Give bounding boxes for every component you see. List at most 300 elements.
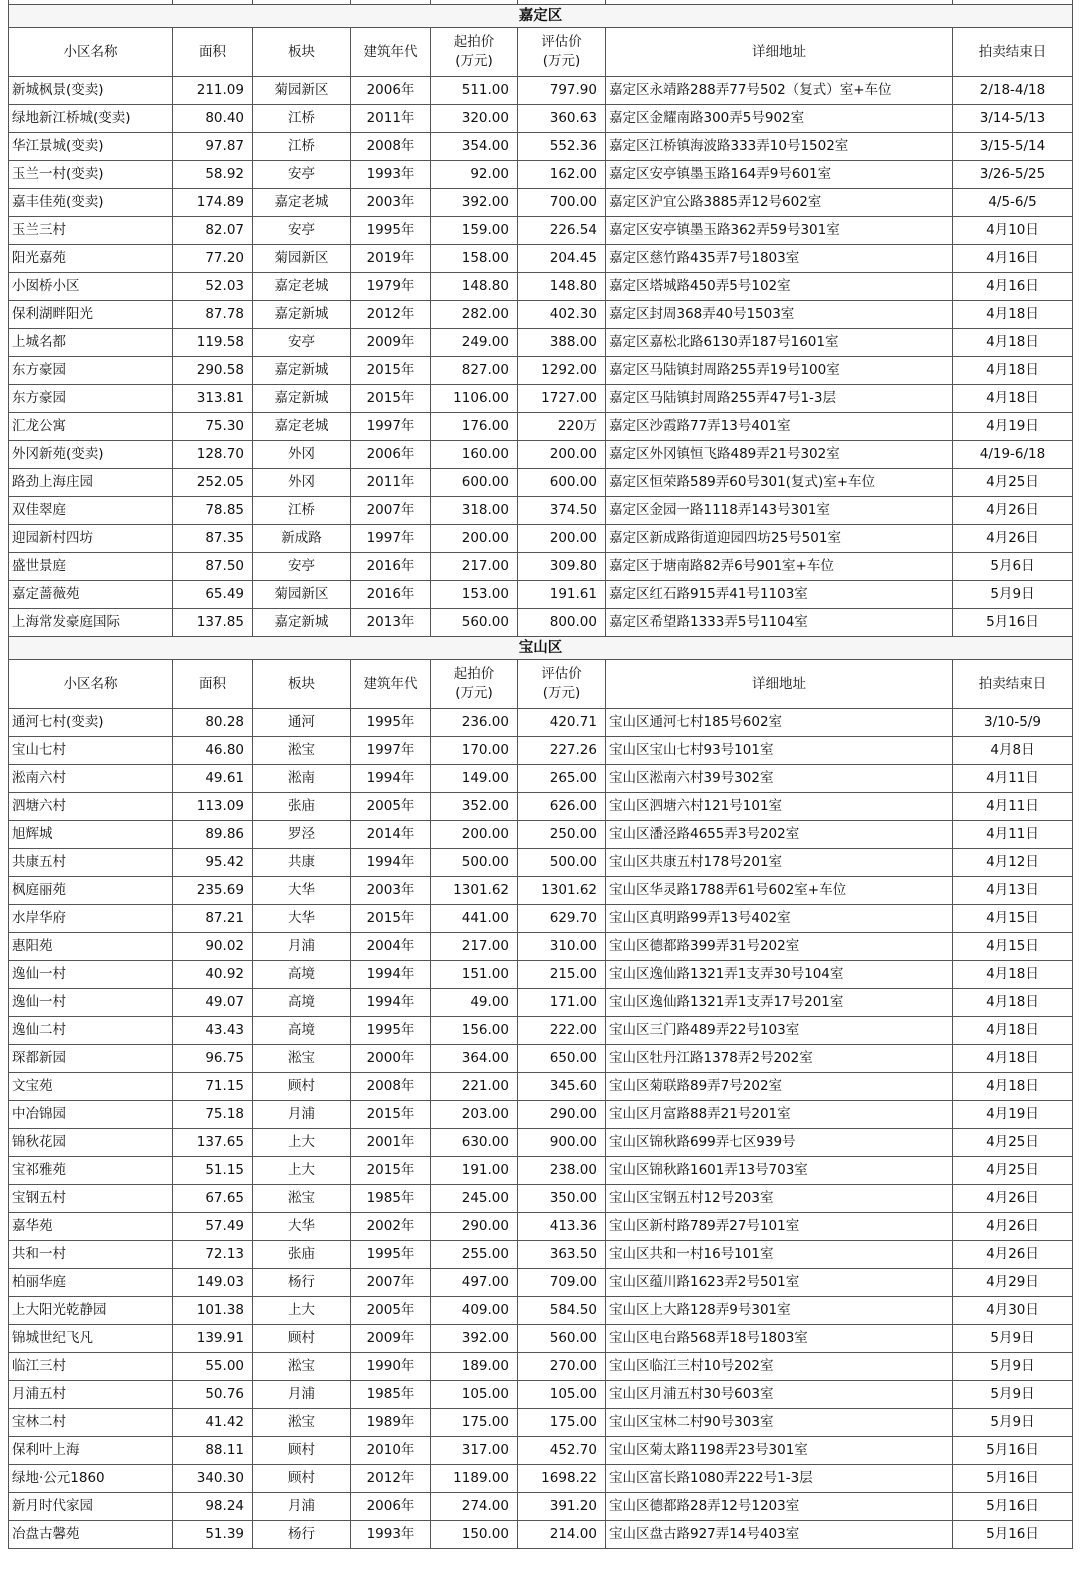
column-header: 起拍价 (万元) <box>431 28 518 77</box>
area-cell: 340.30 <box>173 1465 253 1493</box>
community-name-cell: 外冈新苑(变卖) <box>9 441 173 469</box>
auction-end-date-cell: 5月6日 <box>953 553 1073 581</box>
build-year-cell: 2007年 <box>351 497 431 525</box>
appraised-price-cell: 420.71 <box>518 709 606 737</box>
auction-end-date-cell: 4月13日 <box>953 877 1073 905</box>
table-row <box>9 1017 1073 1045</box>
table-row <box>9 385 1073 413</box>
starting-price-cell: 392.00 <box>431 189 518 217</box>
community-name-cell: 中冶锦园 <box>9 1101 173 1129</box>
auction-end-date-cell: 4月18日 <box>953 989 1073 1017</box>
appraised-price-cell: 1292.00 <box>518 357 606 385</box>
appraised-price-cell: 200.00 <box>518 441 606 469</box>
community-name-cell: 宝祁雅苑 <box>9 1157 173 1185</box>
auction-end-date-cell: 4/5-6/5 <box>953 189 1073 217</box>
starting-price-cell: 318.00 <box>431 497 518 525</box>
build-year-cell: 1990年 <box>351 1353 431 1381</box>
starting-price-cell: 217.00 <box>431 553 518 581</box>
table-row <box>9 1213 1073 1241</box>
address-cell: 嘉定区马陆镇封周路255弄19号100室 <box>606 357 953 385</box>
table-row <box>9 1129 1073 1157</box>
district-block-cell: 大华 <box>253 1213 351 1241</box>
district-block-cell: 上大 <box>253 1129 351 1157</box>
district-block-cell: 外冈 <box>253 441 351 469</box>
community-name-cell: 共康五村 <box>9 849 173 877</box>
community-name-cell: 东方豪园 <box>9 385 173 413</box>
address-cell: 宝山区盘古路927弄14号403室 <box>606 1521 953 1549</box>
build-year-cell: 2015年 <box>351 385 431 413</box>
area-cell: 67.65 <box>173 1185 253 1213</box>
starting-price-cell: 153.00 <box>431 581 518 609</box>
district-block-cell: 高境 <box>253 989 351 1017</box>
auction-end-date-cell: 4月30日 <box>953 1297 1073 1325</box>
build-year-cell: 2015年 <box>351 357 431 385</box>
build-year-cell: 1993年 <box>351 1521 431 1549</box>
address-cell: 宝山区上大路128弄9号301室 <box>606 1297 953 1325</box>
district-block-cell: 嘉定新城 <box>253 357 351 385</box>
auction-end-date-cell: 4月18日 <box>953 385 1073 413</box>
auction-end-date-cell: 5月9日 <box>953 1353 1073 1381</box>
district-block-cell: 杨行 <box>253 1269 351 1297</box>
area-cell: 65.49 <box>173 581 253 609</box>
starting-price-cell: 105.00 <box>431 1381 518 1409</box>
starting-price-cell: 200.00 <box>431 821 518 849</box>
address-cell: 嘉定区金园一路1118弄143号301室 <box>606 497 953 525</box>
address-cell: 宝山区德都路28弄12号1203室 <box>606 1493 953 1521</box>
appraised-price-cell: 265.00 <box>518 765 606 793</box>
area-cell: 55.00 <box>173 1353 253 1381</box>
community-name-cell: 锦城世纪飞凡 <box>9 1325 173 1353</box>
table-row <box>9 525 1073 553</box>
column-header-row <box>9 28 1073 77</box>
auction-end-date-cell: 3/26-5/25 <box>953 161 1073 189</box>
appraised-price-cell: 363.50 <box>518 1241 606 1269</box>
district-block-cell: 江桥 <box>253 105 351 133</box>
district-block-cell: 嘉定老城 <box>253 413 351 441</box>
appraised-price-cell: 360.63 <box>518 105 606 133</box>
district-block-cell: 嘉定老城 <box>253 273 351 301</box>
column-header: 建筑年代 <box>351 28 431 77</box>
area-cell: 87.78 <box>173 301 253 329</box>
column-header: 起拍价 (万元) <box>431 660 518 709</box>
address-cell: 宝山区泗塘六村121号101室 <box>606 793 953 821</box>
build-year-cell: 2019年 <box>351 245 431 273</box>
appraised-price-cell: 191.61 <box>518 581 606 609</box>
table-row <box>9 357 1073 385</box>
area-cell: 40.92 <box>173 961 253 989</box>
address-cell: 嘉定区于塘南路82弄6号901室+车位 <box>606 553 953 581</box>
area-cell: 137.65 <box>173 1129 253 1157</box>
community-name-cell: 阳光嘉苑 <box>9 245 173 273</box>
starting-price-cell: 354.00 <box>431 133 518 161</box>
area-cell: 149.03 <box>173 1269 253 1297</box>
district-block-cell: 高境 <box>253 1017 351 1045</box>
table-row <box>9 877 1073 905</box>
appraised-price-cell: 270.00 <box>518 1353 606 1381</box>
table-body <box>9 0 1073 1549</box>
area-cell: 128.70 <box>173 441 253 469</box>
community-name-cell: 淞南六村 <box>9 765 173 793</box>
district-block-cell: 淞宝 <box>253 1185 351 1213</box>
auction-end-date-cell: 4月29日 <box>953 1269 1073 1297</box>
address-cell: 宝山区电台路568弄18号1803室 <box>606 1325 953 1353</box>
starting-price-cell: 1189.00 <box>431 1465 518 1493</box>
auction-end-date-cell: 4月19日 <box>953 1101 1073 1129</box>
starting-price-cell: 236.00 <box>431 709 518 737</box>
address-cell: 嘉定区沙霞路77弄13号401室 <box>606 413 953 441</box>
auction-end-date-cell: 5月16日 <box>953 1465 1073 1493</box>
table-row <box>9 1101 1073 1129</box>
address-cell: 宝山区锦秋路699弄七区939号 <box>606 1129 953 1157</box>
appraised-price-cell: 220万 <box>518 413 606 441</box>
appraised-price-cell: 388.00 <box>518 329 606 357</box>
area-cell: 211.09 <box>173 77 253 105</box>
appraised-price-cell: 552.36 <box>518 133 606 161</box>
build-year-cell: 2009年 <box>351 329 431 357</box>
starting-price-cell: 392.00 <box>431 1325 518 1353</box>
auction-listing-sheet <box>8 0 1072 1549</box>
appraised-price-cell: 600.00 <box>518 469 606 497</box>
area-cell: 252.05 <box>173 469 253 497</box>
starting-price-cell: 175.00 <box>431 1409 518 1437</box>
appraised-price-cell: 391.20 <box>518 1493 606 1521</box>
area-cell: 95.42 <box>173 849 253 877</box>
starting-price-cell: 200.00 <box>431 525 518 553</box>
table-row <box>9 1521 1073 1549</box>
table-row <box>9 709 1073 737</box>
build-year-cell: 1994年 <box>351 961 431 989</box>
auction-end-date-cell: 4/19-6/18 <box>953 441 1073 469</box>
district-block-cell: 菊园新区 <box>253 77 351 105</box>
district-block-cell: 安亭 <box>253 329 351 357</box>
auction-end-date-cell: 4月16日 <box>953 245 1073 273</box>
build-year-cell: 1995年 <box>351 1241 431 1269</box>
auction-end-date-cell: 4月15日 <box>953 933 1073 961</box>
starting-price-cell: 282.00 <box>431 301 518 329</box>
appraised-price-cell: 148.80 <box>518 273 606 301</box>
starting-price-cell: 49.00 <box>431 989 518 1017</box>
appraised-price-cell: 1727.00 <box>518 385 606 413</box>
table-row <box>9 217 1073 245</box>
table-row <box>9 441 1073 469</box>
district-block-cell: 共康 <box>253 849 351 877</box>
district-block-cell: 安亭 <box>253 161 351 189</box>
community-name-cell: 宝钢五村 <box>9 1185 173 1213</box>
community-name-cell: 双佳翠庭 <box>9 497 173 525</box>
column-header: 板块 <box>253 28 351 77</box>
address-cell: 宝山区菊太路1198弄23号301室 <box>606 1437 953 1465</box>
appraised-price-cell: 650.00 <box>518 1045 606 1073</box>
starting-price-cell: 497.00 <box>431 1269 518 1297</box>
address-cell: 宝山区宝钢五村12号203室 <box>606 1185 953 1213</box>
starting-price-cell: 158.00 <box>431 245 518 273</box>
appraised-price-cell: 700.00 <box>518 189 606 217</box>
district-block-cell: 淞宝 <box>253 1409 351 1437</box>
district-block-cell: 月浦 <box>253 1493 351 1521</box>
district-block-cell: 嘉定老城 <box>253 189 351 217</box>
appraised-price-cell: 309.80 <box>518 553 606 581</box>
address-cell: 宝山区逸仙路1321弄1支弄17号201室 <box>606 989 953 1017</box>
starting-price-cell: 170.00 <box>431 737 518 765</box>
build-year-cell: 1994年 <box>351 989 431 1017</box>
table-row <box>9 1185 1073 1213</box>
community-name-cell: 锦秋花园 <box>9 1129 173 1157</box>
community-name-cell: 新月时代家园 <box>9 1493 173 1521</box>
auction-end-date-cell: 4月18日 <box>953 1017 1073 1045</box>
build-year-cell: 1979年 <box>351 273 431 301</box>
community-name-cell: 上海常发豪庭国际 <box>9 609 173 637</box>
starting-price-cell: 560.00 <box>431 609 518 637</box>
table-row <box>9 1437 1073 1465</box>
build-year-cell: 2008年 <box>351 1073 431 1101</box>
district-block-cell: 上大 <box>253 1297 351 1325</box>
area-cell: 139.91 <box>173 1325 253 1353</box>
district-block-cell: 淞宝 <box>253 1045 351 1073</box>
build-year-cell: 2005年 <box>351 793 431 821</box>
starting-price-cell: 441.00 <box>431 905 518 933</box>
table-row <box>9 497 1073 525</box>
address-cell: 宝山区菊联路89弄7号202室 <box>606 1073 953 1101</box>
district-block-cell: 淞宝 <box>253 1353 351 1381</box>
table-row <box>9 1297 1073 1325</box>
appraised-price-cell: 215.00 <box>518 961 606 989</box>
district-block-cell: 顾村 <box>253 1465 351 1493</box>
area-cell: 119.58 <box>173 329 253 357</box>
area-cell: 174.89 <box>173 189 253 217</box>
appraised-price-cell: 797.90 <box>518 77 606 105</box>
address-cell: 嘉定区红石路915弄41号1103室 <box>606 581 953 609</box>
starting-price-cell: 203.00 <box>431 1101 518 1129</box>
appraised-price-cell: 175.00 <box>518 1409 606 1437</box>
build-year-cell: 2009年 <box>351 1325 431 1353</box>
starting-price-cell: 156.00 <box>431 1017 518 1045</box>
auction-end-date-cell: 4月11日 <box>953 765 1073 793</box>
district-block-cell: 顾村 <box>253 1437 351 1465</box>
community-name-cell: 嘉定蔷薇苑 <box>9 581 173 609</box>
appraised-price-cell: 162.00 <box>518 161 606 189</box>
starting-price-cell: 630.00 <box>431 1129 518 1157</box>
address-cell: 嘉定区塔城路450弄5号102室 <box>606 273 953 301</box>
address-cell: 宝山区月富路88弄21号201室 <box>606 1101 953 1129</box>
column-header: 小区名称 <box>9 660 173 709</box>
starting-price-cell: 600.00 <box>431 469 518 497</box>
address-cell: 宝山区德都路399弄31号202室 <box>606 933 953 961</box>
auction-table <box>8 0 1073 1549</box>
auction-end-date-cell: 4月25日 <box>953 1129 1073 1157</box>
column-header: 拍卖结束日 <box>953 28 1073 77</box>
starting-price-cell: 221.00 <box>431 1073 518 1101</box>
community-name-cell: 琛都新园 <box>9 1045 173 1073</box>
area-cell: 58.92 <box>173 161 253 189</box>
community-name-cell: 文宝苑 <box>9 1073 173 1101</box>
address-cell: 宝山区潘泾路4655弄3号202室 <box>606 821 953 849</box>
build-year-cell: 2015年 <box>351 905 431 933</box>
starting-price-cell: 1301.62 <box>431 877 518 905</box>
table-row <box>9 469 1073 497</box>
build-year-cell: 2016年 <box>351 581 431 609</box>
table-row <box>9 1381 1073 1409</box>
community-name-cell: 上大阳光乾静园 <box>9 1297 173 1325</box>
district-block-cell: 通河 <box>253 709 351 737</box>
district-block-cell: 淞宝 <box>253 737 351 765</box>
address-cell: 嘉定区江桥镇海波路333弄10号1502室 <box>606 133 953 161</box>
column-header: 板块 <box>253 660 351 709</box>
starting-price-cell: 245.00 <box>431 1185 518 1213</box>
table-row <box>9 1325 1073 1353</box>
table-row <box>9 1045 1073 1073</box>
appraised-price-cell: 800.00 <box>518 609 606 637</box>
area-cell: 75.30 <box>173 413 253 441</box>
district-block-cell: 外冈 <box>253 469 351 497</box>
starting-price-cell: 92.00 <box>431 161 518 189</box>
address-cell: 宝山区牡丹江路1378弄2号202室 <box>606 1045 953 1073</box>
appraised-price-cell: 250.00 <box>518 821 606 849</box>
build-year-cell: 2012年 <box>351 301 431 329</box>
appraised-price-cell: 310.00 <box>518 933 606 961</box>
auction-end-date-cell: 4月26日 <box>953 525 1073 553</box>
address-cell: 嘉定区嘉松北路6130弄187号1601室 <box>606 329 953 357</box>
column-header: 评估价 (万元) <box>518 28 606 77</box>
area-cell: 87.21 <box>173 905 253 933</box>
starting-price-cell: 511.00 <box>431 77 518 105</box>
table-row <box>9 1409 1073 1437</box>
auction-end-date-cell: 4月26日 <box>953 1213 1073 1241</box>
build-year-cell: 2003年 <box>351 189 431 217</box>
community-name-cell: 保利湖畔阳光 <box>9 301 173 329</box>
table-row <box>9 609 1073 637</box>
auction-end-date-cell: 4月8日 <box>953 737 1073 765</box>
build-year-cell: 2006年 <box>351 1493 431 1521</box>
address-cell: 宝山区富长路1080弄222号1-3层 <box>606 1465 953 1493</box>
area-cell: 49.07 <box>173 989 253 1017</box>
address-cell: 宝山区共康五村178号201室 <box>606 849 953 877</box>
auction-end-date-cell: 4月25日 <box>953 469 1073 497</box>
starting-price-cell: 409.00 <box>431 1297 518 1325</box>
appraised-price-cell: 402.30 <box>518 301 606 329</box>
column-header-row <box>9 660 1073 709</box>
community-name-cell: 逸仙一村 <box>9 989 173 1017</box>
build-year-cell: 1997年 <box>351 737 431 765</box>
build-year-cell: 1997年 <box>351 525 431 553</box>
auction-end-date-cell: 5月9日 <box>953 1381 1073 1409</box>
auction-end-date-cell: 5月9日 <box>953 1409 1073 1437</box>
area-cell: 96.75 <box>173 1045 253 1073</box>
auction-end-date-cell: 3/14-5/13 <box>953 105 1073 133</box>
address-cell: 宝山区共和一村16号101室 <box>606 1241 953 1269</box>
starting-price-cell: 827.00 <box>431 357 518 385</box>
appraised-price-cell: 626.00 <box>518 793 606 821</box>
community-name-cell: 东方豪园 <box>9 357 173 385</box>
appraised-price-cell: 350.00 <box>518 1185 606 1213</box>
area-cell: 43.43 <box>173 1017 253 1045</box>
starting-price-cell: 159.00 <box>431 217 518 245</box>
auction-end-date-cell: 4月11日 <box>953 821 1073 849</box>
community-name-cell: 水岸华府 <box>9 905 173 933</box>
community-name-cell: 迎园新村四坊 <box>9 525 173 553</box>
appraised-price-cell: 345.60 <box>518 1073 606 1101</box>
community-name-cell: 旭辉城 <box>9 821 173 849</box>
appraised-price-cell: 105.00 <box>518 1381 606 1409</box>
appraised-price-cell: 452.70 <box>518 1437 606 1465</box>
starting-price-cell: 274.00 <box>431 1493 518 1521</box>
appraised-price-cell: 226.54 <box>518 217 606 245</box>
starting-price-cell: 176.00 <box>431 413 518 441</box>
appraised-price-cell: 374.50 <box>518 497 606 525</box>
build-year-cell: 1994年 <box>351 765 431 793</box>
auction-end-date-cell: 4月18日 <box>953 961 1073 989</box>
table-row <box>9 1241 1073 1269</box>
column-header: 详细地址 <box>606 28 953 77</box>
district-block-cell: 淞南 <box>253 765 351 793</box>
district-block-cell: 张庙 <box>253 793 351 821</box>
area-cell: 113.09 <box>173 793 253 821</box>
table-row <box>9 905 1073 933</box>
table-row <box>9 161 1073 189</box>
community-name-cell: 新城枫景(变卖) <box>9 77 173 105</box>
table-row <box>9 105 1073 133</box>
district-block-cell: 月浦 <box>253 1101 351 1129</box>
auction-end-date-cell: 4月16日 <box>953 273 1073 301</box>
area-cell: 290.58 <box>173 357 253 385</box>
build-year-cell: 2006年 <box>351 441 431 469</box>
area-cell: 50.76 <box>173 1381 253 1409</box>
table-row <box>9 933 1073 961</box>
area-cell: 87.50 <box>173 553 253 581</box>
table-row <box>9 989 1073 1017</box>
district-block-cell: 月浦 <box>253 1381 351 1409</box>
community-name-cell: 逸仙二村 <box>9 1017 173 1045</box>
auction-end-date-cell: 4月19日 <box>953 413 1073 441</box>
starting-price-cell: 320.00 <box>431 105 518 133</box>
starting-price-cell: 189.00 <box>431 1353 518 1381</box>
table-row <box>9 189 1073 217</box>
table-row <box>9 821 1073 849</box>
auction-end-date-cell: 4月18日 <box>953 1045 1073 1073</box>
address-cell: 宝山区宝林二村90号303室 <box>606 1409 953 1437</box>
community-name-cell: 通河七村(变卖) <box>9 709 173 737</box>
build-year-cell: 2015年 <box>351 1101 431 1129</box>
auction-end-date-cell: 4月15日 <box>953 905 1073 933</box>
area-cell: 46.80 <box>173 737 253 765</box>
build-year-cell: 2001年 <box>351 1129 431 1157</box>
auction-end-date-cell: 4月18日 <box>953 1073 1073 1101</box>
table-row <box>9 849 1073 877</box>
community-name-cell: 华江景城(变卖) <box>9 133 173 161</box>
address-cell: 嘉定区恒荣路589弄60号301(复式)室+车位 <box>606 469 953 497</box>
appraised-price-cell: 500.00 <box>518 849 606 877</box>
district-block-cell: 新成路 <box>253 525 351 553</box>
table-row <box>9 245 1073 273</box>
auction-end-date-cell: 5月16日 <box>953 1493 1073 1521</box>
district-block-cell: 罗泾 <box>253 821 351 849</box>
build-year-cell: 2011年 <box>351 105 431 133</box>
appraised-price-cell: 709.00 <box>518 1269 606 1297</box>
appraised-price-cell: 290.00 <box>518 1101 606 1129</box>
table-row <box>9 581 1073 609</box>
community-name-cell: 嘉丰佳苑(变卖) <box>9 189 173 217</box>
area-cell: 49.61 <box>173 765 253 793</box>
community-name-cell: 冶盘古馨苑 <box>9 1521 173 1549</box>
build-year-cell: 1985年 <box>351 1381 431 1409</box>
address-cell: 嘉定区新成路街道迎园四坊25号501室 <box>606 525 953 553</box>
starting-price-cell: 160.00 <box>431 441 518 469</box>
address-cell: 宝山区宝山七村93号101室 <box>606 737 953 765</box>
area-cell: 101.38 <box>173 1297 253 1325</box>
district-block-cell: 嘉定新城 <box>253 609 351 637</box>
area-cell: 51.39 <box>173 1521 253 1549</box>
auction-end-date-cell: 2/18-4/18 <box>953 77 1073 105</box>
appraised-price-cell: 214.00 <box>518 1521 606 1549</box>
